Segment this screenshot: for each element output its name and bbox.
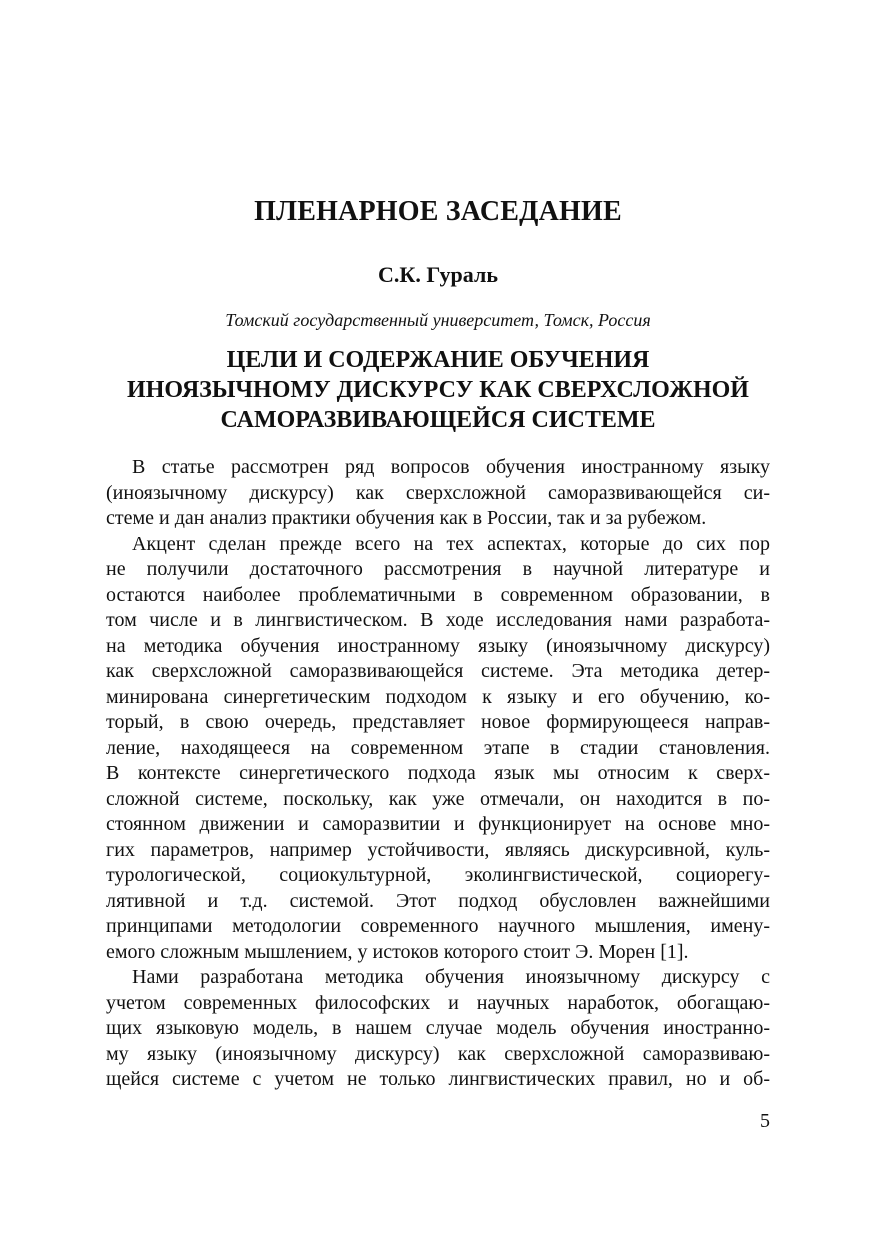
paragraph: [106, 455, 770, 532]
text-line: емого сложным мышлением, у истоков которого стоит Э. Морен [1].: [106, 940, 689, 963]
text-line: щих языковую модель, в нашем случае модель обучения иностранно-: [106, 1017, 770, 1039]
text-line: том числе и в лингвистическом. В ходе исследования нами разработа-: [106, 609, 770, 631]
text-line: ление, находящееся на современном этапе в стадии становления.: [106, 736, 770, 759]
text-line: не получили достаточного рассмотрения в научной литературе и: [106, 558, 770, 580]
text-line: остаются наиболее проблематичными в современном образовании, в: [106, 583, 770, 606]
text-line: стоянном движении и саморазвитии и функционирует на основе мно-: [106, 813, 770, 835]
text-line: му языку (иноязычному дискурсу) как сверхсложной саморазвиваю-: [106, 1042, 770, 1065]
text-line: (иноязычному дискурсу) как сверхсложной саморазвивающейся си-: [106, 481, 770, 504]
text-line: минирована синергетическим подходом к языку и его обучению, ко-: [106, 685, 770, 708]
section-heading: ПЛЕНАРНОЕ ЗАСЕДАНИЕ: [254, 196, 622, 227]
text-line: принципами методологии современного научного мышления, имену-: [106, 915, 770, 937]
text-line: Акцент сделан прежде всего на тех аспектах, которые до сих пор: [132, 532, 770, 555]
text-line: гих параметров, например устойчивости, являясь дискурсивной, куль-: [106, 838, 770, 861]
text-line: торый, в свою очередь, представляет новое формирующееся направ-: [106, 711, 770, 733]
text-line: сложной системе, поскольку, как уже отмечали, он находится в по-: [106, 787, 770, 810]
text-line: щейся системе с учетом не только лингвистических правил, но и об-: [106, 1068, 770, 1090]
text-line: В контексте синергетического подхода язык мы относим к сверх-: [106, 762, 770, 784]
text-line: турологической, социокультурной, эколингвистической, социорегу-: [106, 864, 770, 886]
author-name: С.К. Гураль: [378, 262, 498, 287]
paragraph: [106, 965, 770, 1093]
article-title-line: ИНОЯЗЫЧНОМУ ДИСКУРСУ КАК СВЕРХСЛОЖНОЙ: [127, 377, 749, 403]
author-affiliation: Томский государственный университет, Томск, Россия: [225, 310, 651, 330]
text-line: стеме и дан анализ практики обучения как в России, так и за рубежом.: [106, 507, 707, 529]
text-line: лятивной и т.д. системой. Этот подход обусловлен важнейшими: [106, 889, 770, 912]
article-title-line: ЦЕЛИ И СОДЕРЖАНИЕ ОБУЧЕНИЯ: [226, 347, 650, 373]
text-line: Нами разработана методика обучения иноязычному дискурсу с: [132, 966, 770, 988]
text-line: как сверхсложной саморазвивающейся системе. Эта методика детер-: [106, 660, 770, 682]
text-line: В статье рассмотрен ряд вопросов обучения иностранному языку: [132, 456, 770, 478]
text-line: учетом современных философских и научных наработок, обогащаю-: [106, 991, 770, 1014]
article-body: [106, 455, 770, 1093]
page-number: 5: [760, 1110, 770, 1132]
article-title-line: САМОРАЗВИВАЮЩЕЙСЯ СИСТЕМЕ: [220, 407, 656, 433]
paragraph: [106, 532, 770, 966]
article-title: [60, 345, 816, 435]
text-line: на методика обучения иностранному языку (иноязычному дискурсу): [106, 634, 770, 657]
